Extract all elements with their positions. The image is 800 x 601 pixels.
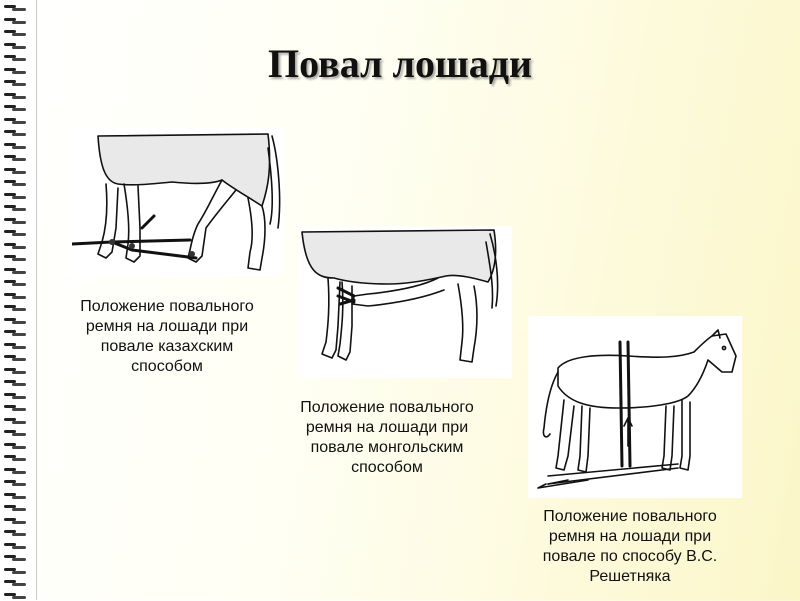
spiral-hook <box>4 529 26 538</box>
caption-mongolian-method: Положение повального ремня на лошади при повале монгольским способом <box>300 399 474 476</box>
spiral-hook <box>4 354 26 363</box>
spiral-hook <box>4 4 26 13</box>
spiral-hook <box>4 542 26 551</box>
figure-reshetnyak-method <box>528 316 742 498</box>
spiral-hook <box>4 92 26 101</box>
spiral-hook <box>4 304 26 313</box>
spiral-hook <box>4 167 26 176</box>
figure-mongolian-method <box>298 226 512 378</box>
figure-kazakh-method <box>72 128 284 276</box>
spiral-hook <box>4 392 26 401</box>
spiral-hook <box>4 417 26 426</box>
spiral-hook <box>4 154 26 163</box>
spiral-hook <box>4 592 26 601</box>
spiral-hook <box>4 267 26 276</box>
spiral-hook <box>4 229 26 238</box>
spiral-hook <box>4 204 26 213</box>
spiral-hook <box>4 467 26 476</box>
spiral-hook <box>4 567 26 576</box>
spiral-hook <box>4 254 26 263</box>
spiral-hook <box>4 479 26 488</box>
spiral-hook <box>4 367 26 376</box>
spiral-hook <box>4 317 26 326</box>
spiral-hook <box>4 517 26 526</box>
spiral-hook <box>4 454 26 463</box>
spiral-hook <box>4 442 26 451</box>
slide-title: Повал лошади <box>267 41 532 86</box>
spiral-hook <box>4 404 26 413</box>
spiral-hook <box>4 217 26 226</box>
spiral-hook <box>4 379 26 388</box>
page-margin-line <box>36 0 37 600</box>
spiral-binding <box>0 0 36 600</box>
spiral-hook <box>4 554 26 563</box>
horse-legs-kazakh-drawing <box>72 128 284 276</box>
spiral-hook <box>4 342 26 351</box>
spiral-hook <box>4 129 26 138</box>
spiral-hook <box>4 492 26 501</box>
spiral-hook <box>4 142 26 151</box>
spiral-hook <box>4 329 26 338</box>
spiral-hook <box>4 192 26 201</box>
spiral-hook <box>4 29 26 38</box>
spiral-hook <box>4 117 26 126</box>
caption-kazakh-method: Положение повального ремня на лошади при повале казахским способом <box>80 298 254 375</box>
horse-legs-mongolian-drawing <box>298 226 512 378</box>
spiral-hook <box>4 179 26 188</box>
caption-reshetnyak-method: Положение повального ремня на лошади при повале по способу В.С. Решетняка <box>542 508 718 585</box>
spiral-hook <box>4 429 26 438</box>
spiral-hook <box>4 279 26 288</box>
spiral-hook <box>4 504 26 513</box>
spiral-hook <box>4 104 26 113</box>
spiral-hook <box>4 579 26 588</box>
horse-reshetnyak-drawing <box>528 316 742 498</box>
spiral-hook <box>4 292 26 301</box>
spiral-hook <box>4 17 26 26</box>
spiral-hook <box>4 242 26 251</box>
